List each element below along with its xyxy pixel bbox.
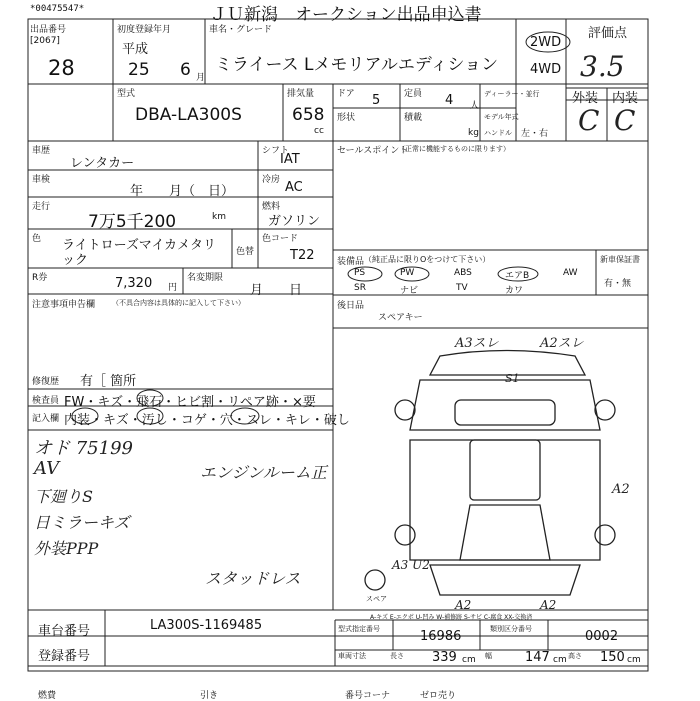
equip-ps: PS (354, 268, 366, 278)
car-name-value: ミライース Lメモリアルエディション (215, 55, 499, 75)
dims-height-label: 高さ (568, 652, 582, 660)
handle-value: 左・右 (521, 129, 549, 139)
first-reg-label: 初度登録年月 (117, 25, 172, 35)
notes-label: 注意事項申告欄 (32, 300, 96, 310)
mileage-value: 7万5千200 (88, 212, 177, 232)
dealer-label: ディーラー・並行 (484, 90, 540, 98)
diag-label-right: A2 (612, 482, 630, 497)
recycle-value: 7,320 (115, 276, 153, 291)
manual-label: 新車保証書 (600, 255, 640, 264)
shift-value: IAT (280, 152, 300, 167)
diag-label-front-left: A3スレ (455, 336, 499, 351)
legend-item: コゲ (180, 413, 207, 428)
capacity-unit: 人 (470, 101, 480, 111)
usage-value: レンタカー (70, 156, 135, 171)
dims-height-unit: cm (627, 655, 641, 665)
fuel-value: ガソリン (268, 214, 321, 229)
first-reg-year: 25 (128, 60, 150, 80)
color-label: 色 (32, 234, 42, 244)
diag-spare: スペア (366, 595, 387, 603)
legend-item: リペア跡 (227, 395, 279, 410)
rear-label: 後日品 (337, 301, 365, 311)
capacity-label: 定員 (404, 89, 423, 99)
legend-item: FW (64, 395, 85, 410)
equipment-note: （純正品に限りOをつけて下さい） (364, 255, 491, 264)
sales-label: セールスポイント (337, 146, 409, 156)
model-value: DBA-LA300S (135, 105, 242, 125)
deadline-value: 月 日 (250, 283, 303, 298)
legend-row2-title: 記入欄 (32, 414, 60, 424)
fuel-label: 燃料 (262, 202, 281, 212)
hand-note-studless: スタッドレス (205, 569, 301, 588)
equip-leather: カワ (505, 286, 524, 296)
rating-label: 評価点 (588, 26, 628, 41)
legend-item: 飛石 (136, 395, 163, 410)
recycle-unit: 円 (168, 283, 178, 293)
diag-label-s1: S1 (505, 372, 520, 385)
hand-note-mirror: 日ミラーキズ (34, 513, 130, 532)
inspection-value: 年 月（ 日） (130, 184, 235, 199)
manual-value: 有・無 (604, 279, 632, 289)
rear-value: スペアキー (378, 313, 423, 323)
first-reg-era: 平成 (122, 42, 149, 57)
lot-number: 28 (48, 56, 75, 80)
diag-label-front-right: A2スレ (540, 336, 584, 351)
capacity-value: 4 (445, 93, 454, 108)
displacement-label: 排気量 (287, 89, 315, 99)
load-label: 積載 (404, 113, 423, 123)
legend-row1-title: 検査員 (32, 396, 60, 406)
legend-item: ヒビ割 (175, 395, 215, 410)
lot-code: [2067] (30, 36, 60, 46)
equip-tv: TV (456, 283, 468, 293)
legend-row2-items: 内装・キズ・汚し・コゲ・穴・スレ・キレ・破し (64, 413, 350, 428)
drive-2wd: 2WD (530, 35, 562, 50)
legend-item: スレ (245, 413, 272, 428)
recycle-label: R券 (32, 273, 48, 283)
footer-corner: 番号コーナ (345, 691, 391, 701)
deadline-label: 名変期限 (187, 273, 224, 283)
repair-value: 有［ 箇所 (80, 374, 137, 389)
usage-label: 車歴 (32, 146, 51, 156)
hand-note-engine: エンジンルーム正 (200, 463, 327, 482)
dims-length: 339 (432, 650, 457, 665)
doors-value: 5 (372, 93, 381, 108)
sales-small: （正常に機能するものに限ります） (398, 145, 510, 153)
car-name-label: 車名・グレード (209, 25, 273, 35)
dims-width: 147 (525, 650, 550, 665)
diag-label-rear-right: A2 (540, 598, 557, 612)
interior-grade: C (614, 104, 636, 137)
lot-label: 出品番号 (30, 25, 67, 35)
equip-navi: ナビ (400, 286, 419, 296)
category-label: 類別区分番号 (490, 625, 532, 633)
dims-label: 車両寸法 (338, 652, 366, 660)
hand-note-under: 下廻りS (34, 487, 93, 506)
legend-item: 破し (323, 413, 350, 428)
legend-item: ×要 (291, 395, 316, 410)
legend-item: 穴 (219, 413, 233, 428)
equip-abs: ABS (454, 268, 472, 278)
equip-aw: AW (563, 268, 578, 278)
footer-corner-value: ゼロ売り (420, 691, 457, 701)
model-label: 型式 (117, 89, 136, 99)
dims-length-unit: cm (462, 655, 476, 665)
exterior-grade: C (578, 104, 600, 137)
legend-item: キレ (284, 413, 311, 428)
color-code-value: T22 (290, 248, 315, 263)
interior-label: 内装 (612, 91, 639, 106)
legend-item: キズ (97, 395, 124, 410)
model-year-label: モデル年式 (484, 113, 519, 121)
diag-label-rear-left: A3 U2 (392, 558, 430, 572)
form-title: ＪＵ新潟 オークション出品申込書 (210, 5, 482, 25)
legend-item: 汚し (141, 413, 168, 428)
hand-note-exterior: 外装PPP (34, 539, 99, 558)
inspection-label: 車検 (32, 175, 51, 185)
diag-label-rear: A2 (455, 598, 472, 612)
dims-height: 150 (600, 650, 625, 665)
serial-number: *00475547* (30, 4, 85, 14)
shift-label: シフト (262, 146, 290, 156)
color-value: ライトローズマイカメタリック (62, 238, 217, 268)
repair-label: 修復歴 (32, 377, 60, 387)
equip-airbag: エアB (505, 271, 530, 281)
chassis-value: LA300S-1169485 (150, 618, 263, 633)
load-unit: kg (468, 128, 479, 138)
code-legend: A-キズ E-エクボ U-凹み W-補修跡 S-サビ C-腐食 XX-交換済 (370, 614, 533, 621)
exterior-label: 外装 (572, 91, 599, 106)
footer-left: 燃費 (38, 691, 57, 701)
legend-item: 内装 (64, 413, 91, 428)
chassis-label: 車台番号 (38, 624, 91, 639)
ac-value: AC (285, 180, 303, 195)
dims-length-label: 長さ (390, 652, 404, 660)
first-reg-month: 6 (180, 60, 191, 80)
hand-note-odo: オド 75199 (34, 438, 133, 459)
notes-small: （不具合内容は具体的に記入して下さい） (112, 299, 245, 307)
dims-width-unit: cm (553, 655, 567, 665)
category-value: 0002 (585, 629, 619, 644)
color-change-label: 色替 (236, 247, 255, 257)
mileage-unit: km (212, 212, 226, 222)
hand-note-av: AV (34, 458, 60, 479)
dims-width-label: 幅 (485, 652, 492, 660)
mileage-label: 走行 (32, 202, 51, 212)
ac-label: 冷房 (262, 175, 281, 185)
registration-label: 登録番号 (38, 649, 91, 664)
equipment-label: 装備品 (337, 257, 365, 267)
handle-label: ハンドル (484, 129, 512, 137)
shape-label: 形状 (337, 113, 356, 123)
drive-4wd: 4WD (530, 62, 562, 77)
equip-sr: SR (354, 283, 366, 293)
equip-pw: PW (400, 268, 415, 278)
displacement-unit: cc (314, 126, 324, 136)
first-reg-month-unit: 月 (196, 73, 206, 83)
type-spec-value: 16986 (420, 629, 462, 644)
footer-mid: 引き (200, 691, 219, 701)
displacement-value: 658 (292, 105, 325, 125)
doors-label: ドア (337, 89, 355, 99)
legend-item: キズ (103, 413, 129, 428)
type-spec-label: 型式指定番号 (338, 625, 380, 633)
legend-row1-items: FW・キズ・飛石・ヒビ割・リペア跡・×要 (64, 395, 316, 410)
color-code-label: 色コード (262, 234, 299, 244)
rating-score: 3.5 (580, 50, 625, 83)
